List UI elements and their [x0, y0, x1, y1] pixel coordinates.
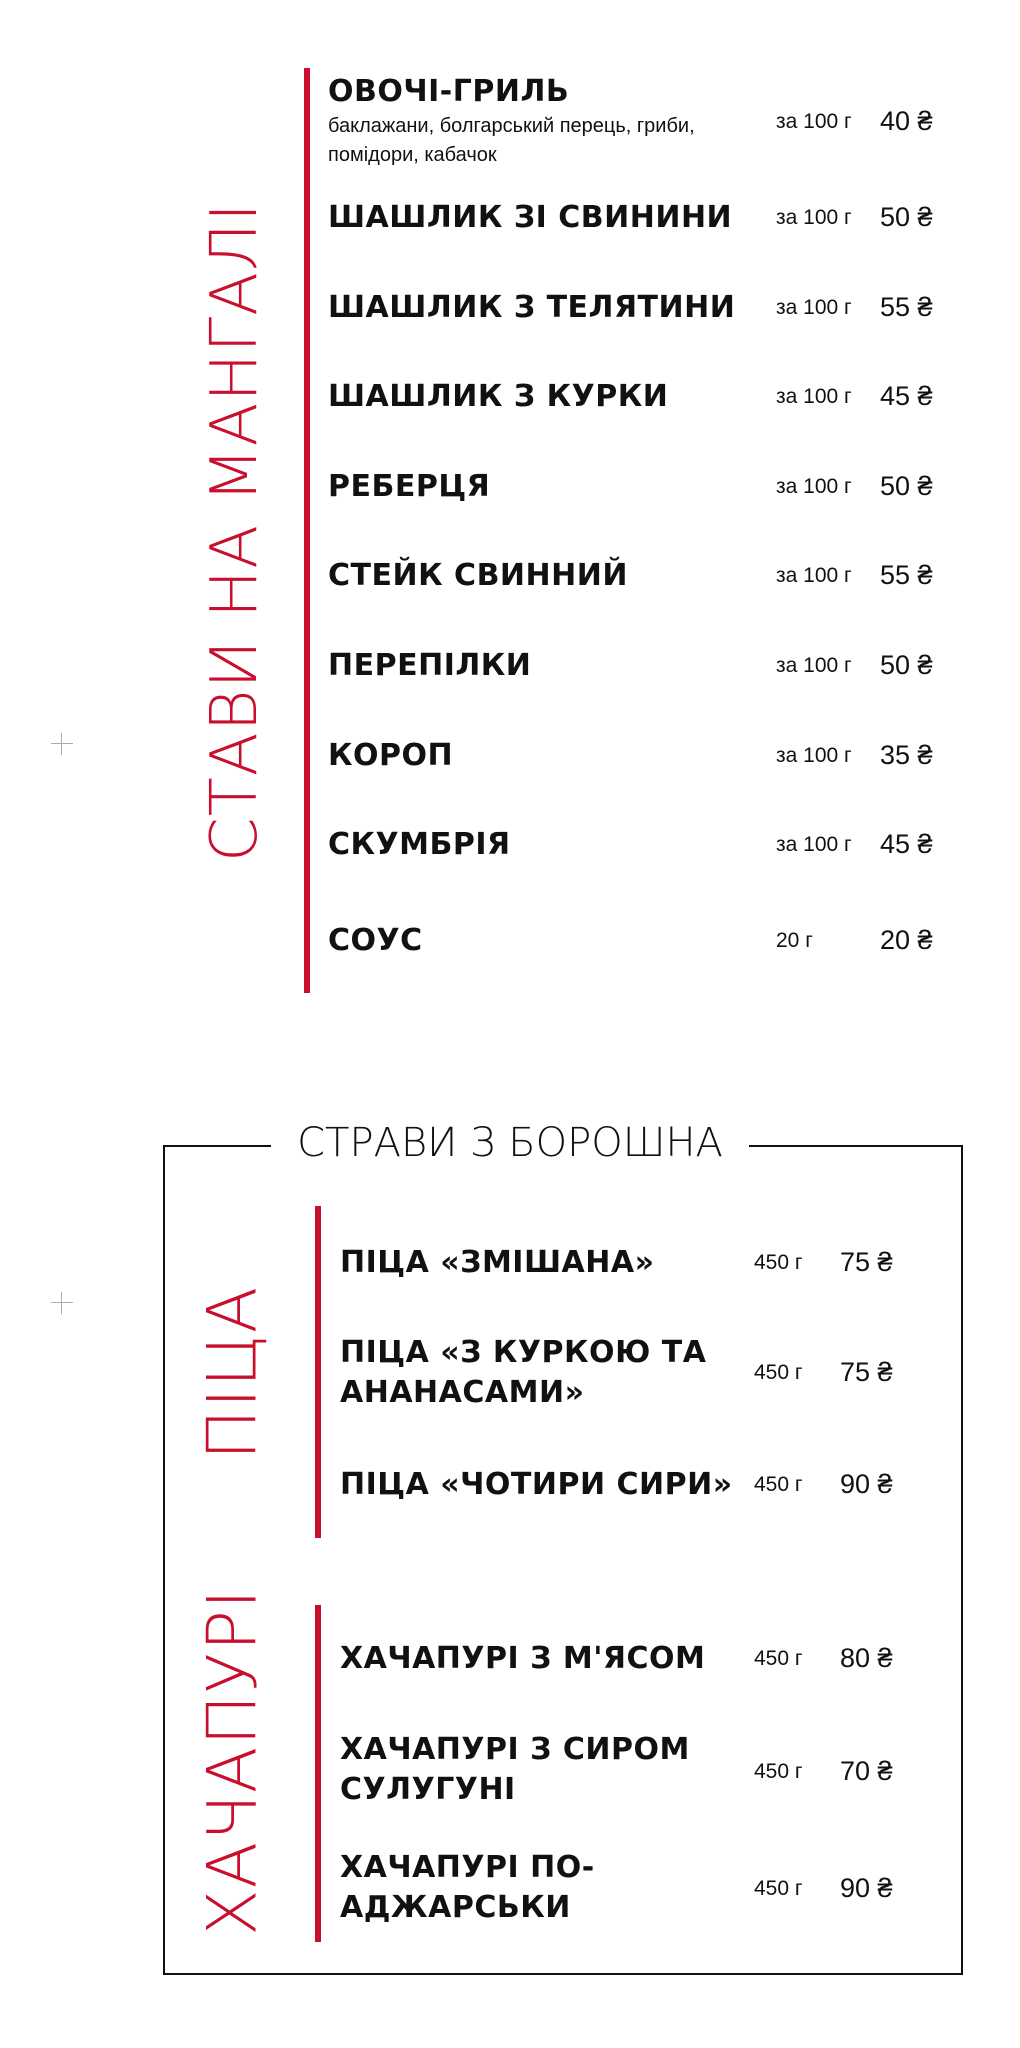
dish-price: 50 ₴: [880, 471, 933, 501]
dish-name: СОУС: [328, 923, 423, 958]
dish-price: 45 ₴: [880, 381, 933, 411]
menu-item: [328, 825, 511, 865]
dish-price: 90 ₴: [840, 1873, 893, 1903]
dish-name: СКУМБРІЯ: [328, 827, 511, 862]
menu-item: [328, 556, 628, 596]
dish-weight: 450 г: [754, 1473, 803, 1496]
dish-price: 75 ₴: [840, 1357, 893, 1387]
dish-price: 50 ₴: [880, 202, 933, 232]
dish-price: 90 ₴: [840, 1469, 893, 1499]
dish-name: ПІЦА «ЧОТИРИ СИРИ»: [340, 1467, 733, 1502]
dish-name: ШАШЛИК З КУРКИ: [328, 379, 669, 414]
menu-item: [340, 1730, 690, 1810]
dish-name: ШАШЛИК ЗІ СВИНИНИ: [328, 200, 733, 235]
menu-item: [340, 1639, 740, 1679]
dish-name: ХАЧАПУРІ З СИРОМ СУЛУГУНІ: [340, 1732, 690, 1807]
dish-name: ШАШЛИК З ТЕЛЯТИНИ: [328, 290, 736, 325]
dish-weight: за 100 г: [776, 744, 852, 767]
dish-description: баклажани, болгарський перець, гриби, помідори, кабачок: [328, 115, 695, 166]
dish-name: ХАЧАПУРІ З М'ЯСОМ: [340, 1641, 706, 1676]
dish-name: СТЕЙК СВИННИЙ: [328, 558, 628, 593]
menu-item: [328, 921, 423, 961]
dish-name: ПІЦА «З КУРКОЮ ТА АНАНАСАМИ»: [340, 1335, 707, 1410]
grill-accent-line: [304, 68, 310, 993]
dish-name: ХАЧАПУРІ ПО-АДЖАРСЬКИ: [340, 1850, 595, 1925]
dish-price: 70 ₴: [840, 1756, 893, 1786]
crosshair-mark-top: [51, 733, 73, 755]
flour-section-title: СТРАВИ З БОРОШНА: [271, 1120, 749, 1166]
khachapuri-section-title: ХАЧАПУРІ: [193, 1588, 273, 1936]
dish-name: КОРОП: [328, 738, 454, 773]
menu-item: [328, 198, 732, 238]
menu-item: [328, 288, 735, 328]
dish-weight: за 100 г: [776, 296, 852, 319]
dish-price: 55 ₴: [880, 292, 933, 322]
dish-weight: за 100 г: [776, 564, 852, 587]
dish-name: РЕБЕРЦЯ: [328, 469, 491, 504]
dish-weight: 450 г: [754, 1760, 803, 1783]
dish-price: 55 ₴: [880, 560, 933, 590]
dish-weight: 20 г: [776, 929, 813, 952]
menu-item: [328, 72, 758, 170]
dish-weight: 450 г: [754, 1647, 803, 1670]
flour-section-header: [0, 1120, 1020, 1166]
dish-weight: за 100 г: [776, 654, 852, 677]
dish-price: 20 ₴: [880, 925, 933, 955]
menu-item: [328, 467, 490, 507]
menu-item: [340, 1333, 710, 1413]
dish-weight: 450 г: [754, 1251, 803, 1274]
menu-item: [328, 736, 453, 776]
dish-price: 40 ₴: [880, 106, 933, 136]
menu-item: [328, 377, 668, 417]
grill-section-title: СТАВИ НА МАНГАЛІ: [198, 202, 272, 862]
dish-weight: за 100 г: [776, 206, 852, 229]
pizza-accent-line: [315, 1206, 321, 1538]
menu-item: [340, 1848, 620, 1928]
dish-price: 35 ₴: [880, 740, 933, 770]
menu-item: [340, 1243, 740, 1283]
dish-name: ПІЦА «ЗМІШАНА»: [340, 1245, 655, 1280]
dish-weight: за 100 г: [776, 475, 852, 498]
dish-weight: за 100 г: [776, 110, 852, 133]
menu-item: [328, 646, 531, 686]
dish-weight: 450 г: [754, 1361, 803, 1384]
menu-item: [340, 1465, 740, 1505]
dish-weight: 450 г: [754, 1877, 803, 1900]
dish-price: 50 ₴: [880, 650, 933, 680]
khachapuri-accent-line: [315, 1605, 321, 1942]
dish-price: 80 ₴: [840, 1643, 893, 1673]
dish-price: 75 ₴: [840, 1247, 893, 1277]
pizza-section-title: ПІЦА: [193, 1285, 273, 1461]
dish-name: ОВОЧІ-ГРИЛЬ: [328, 74, 570, 109]
dish-name: ПЕРЕПІЛКИ: [328, 648, 532, 683]
dish-weight: за 100 г: [776, 833, 852, 856]
dish-price: 45 ₴: [880, 829, 933, 859]
dish-weight: за 100 г: [776, 385, 852, 408]
crosshair-mark-bottom: [51, 1292, 73, 1314]
